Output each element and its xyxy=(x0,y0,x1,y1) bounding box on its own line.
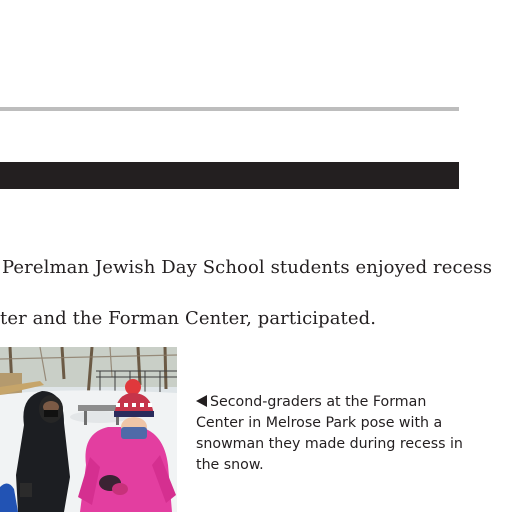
section-header-bar xyxy=(0,162,459,189)
article-photo xyxy=(0,347,177,512)
photo-caption xyxy=(196,392,466,476)
horizontal-rule xyxy=(0,107,459,111)
caption-text: Second-graders at the Forman Center in Melrose Park pose with a snowman they made during recess in the snow. xyxy=(196,394,463,473)
left-triangle-icon xyxy=(196,395,207,407)
article-body-line: ter and the Forman Center, participated. xyxy=(0,308,377,329)
article-body-line: Perelman Jewish Day School students enjoyed recess xyxy=(2,257,493,278)
